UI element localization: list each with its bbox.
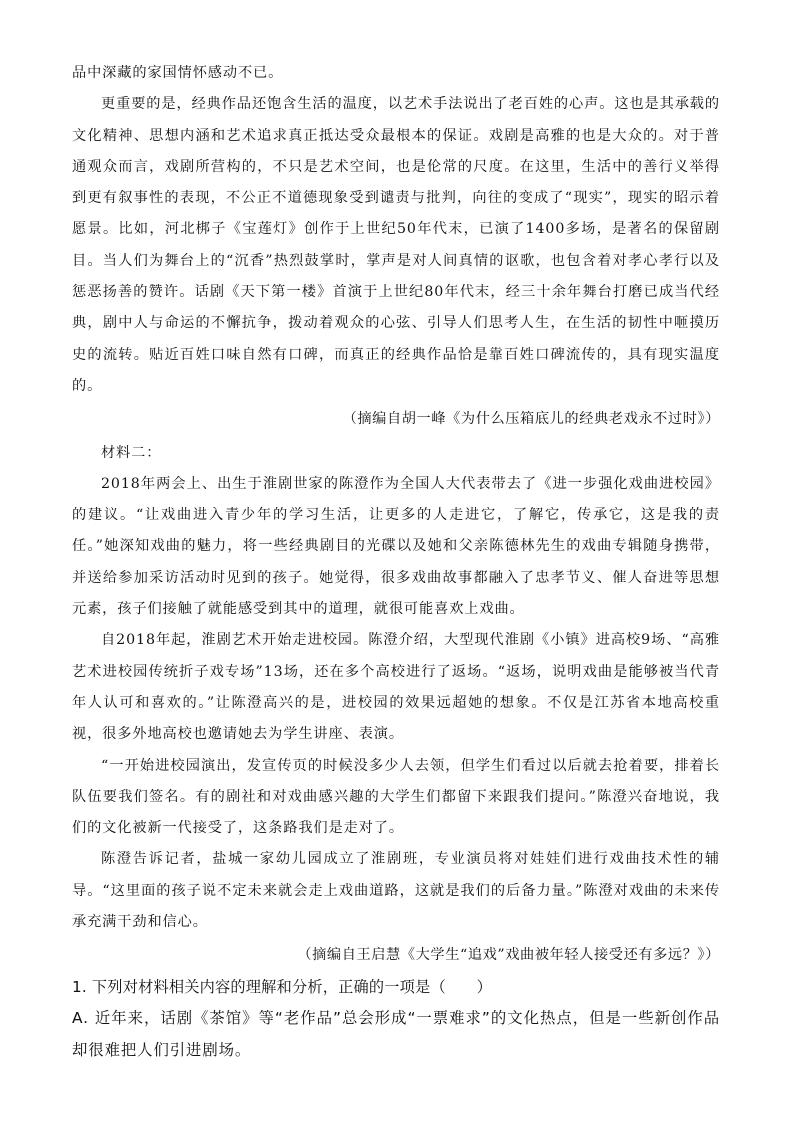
- passage-opening-fragment: 品中深藏的家国情怀感动不已。: [72, 65, 284, 81]
- passage-paragraph: 更重要的是，经典作品还饱含生活的温度，以艺术手法说出了老百姓的心声。这也是其承载的文化精神、思想内涵和艺术追求真正抵达受众最根本的保证。戏剧是高雅的也是大众的。对于普通观众而言，戏剧所营构的，不只是艺术空间，也是伦常的尺度。在这里，生活中的善行义举得到更有叙事性的表现，不公正不道德现象受到谴责与批判，向往的变成了“现实”，现实的昭示着愿景。比如，河北梆子《宝莲灯》创作于上世纪50年代末，已演了1400多场，是著名的保留剧目。当人们为舞台上的“沉香”热烈鼓掌时，掌声是对人间真情的讴歌，也包含着对孝心孝行以及惩恶扬善的赞许。话剧《天下第一楼》首演于上世纪80年代末，经三十余年舞台打磨已成当代经典，剧中人与命运的不懈抗争，拨动着观众的心弦、引导人们思考人生，在生活的韧性中咂摸历史的流转。贴近百姓口味自然有口碑，而真正的经典作品恰是靠百姓口碑流传的，具有现实温度的。: [72, 96, 720, 394]
- passage-paragraph: “一开始进校园演出，发宣传页的时候没多少人去领，但学生们看过以后就去抢着要，排着长队伍要我们签名。有的剧社和对戏曲感兴趣的大学生们都留下来跟我们提问。”陈澄兴奋地说，我们的文化被新一代接受了，这条路我们是走对了。: [72, 757, 720, 837]
- passage-paragraph: 自2018年起，淮剧艺术开始走进校园。陈澄介绍，大型现代淮剧《小镇》进高校9场、“高雅艺术进校园传统折子戏专场”13场，还在多个高校进行了返场。“返场，说明戏曲是能够被当代青年人认可和喜欢的。”让陈澄高兴的是，进校园的效果远超她的想象。不仅是江苏省本地高校重视，很多外地高校也邀请她去为学生讲座、表演。: [72, 632, 720, 743]
- material-2-label: 材料二：: [101, 444, 162, 461]
- question-1-option-a: A. 近年来，话剧《茶馆》等“老作品”总会形成“一票难求”的文化热点，但是一些新创作品却很难把人们引进剧场。: [72, 1009, 720, 1059]
- passage-paragraph: 陈澄告诉记者，盐城一家幼儿园成立了淮剧班，专业演员将对娃娃们进行戏曲技术性的辅导。“这里面的孩子说不定未来就会走上戏曲道路，这就是我们的后备力量。”陈澄对戏曲的未来传承充满干劲和信心。: [72, 851, 720, 931]
- source-citation: （摘编自胡一峰《为什么压箱底儿的经典老戏永不过时》）: [342, 411, 720, 428]
- passage-paragraph: 2018年两会上、出生于淮剧世家的陈澄作为全国人大代表带去了《进一步强化戏曲进校园》的建议。“让戏曲进入青少年的学习生活，让更多的人走进它，了解它，传承它，这是我的责任。”她深知戏曲的魅力，将一些经典剧目的光碟以及她和父亲陈德林先生的戏曲专辑随身携带，并送给参加采访活动时见到的孩子。她觉得，很多戏曲故事都融入了忠孝节义、催人奋进等思想元素，孩子们接触了就能感受到其中的道理，就很可能喜欢上戏曲。: [72, 475, 720, 618]
- question-1-stem: 1. 下列对材料相关内容的理解和分析，正确的一项是（ ）: [72, 977, 492, 996]
- page-content: [72, 58, 720, 1066]
- source-citation: （摘编自王启慧《大学生“追戏”戏曲被年轻人接受还有多远？》）: [297, 947, 720, 964]
